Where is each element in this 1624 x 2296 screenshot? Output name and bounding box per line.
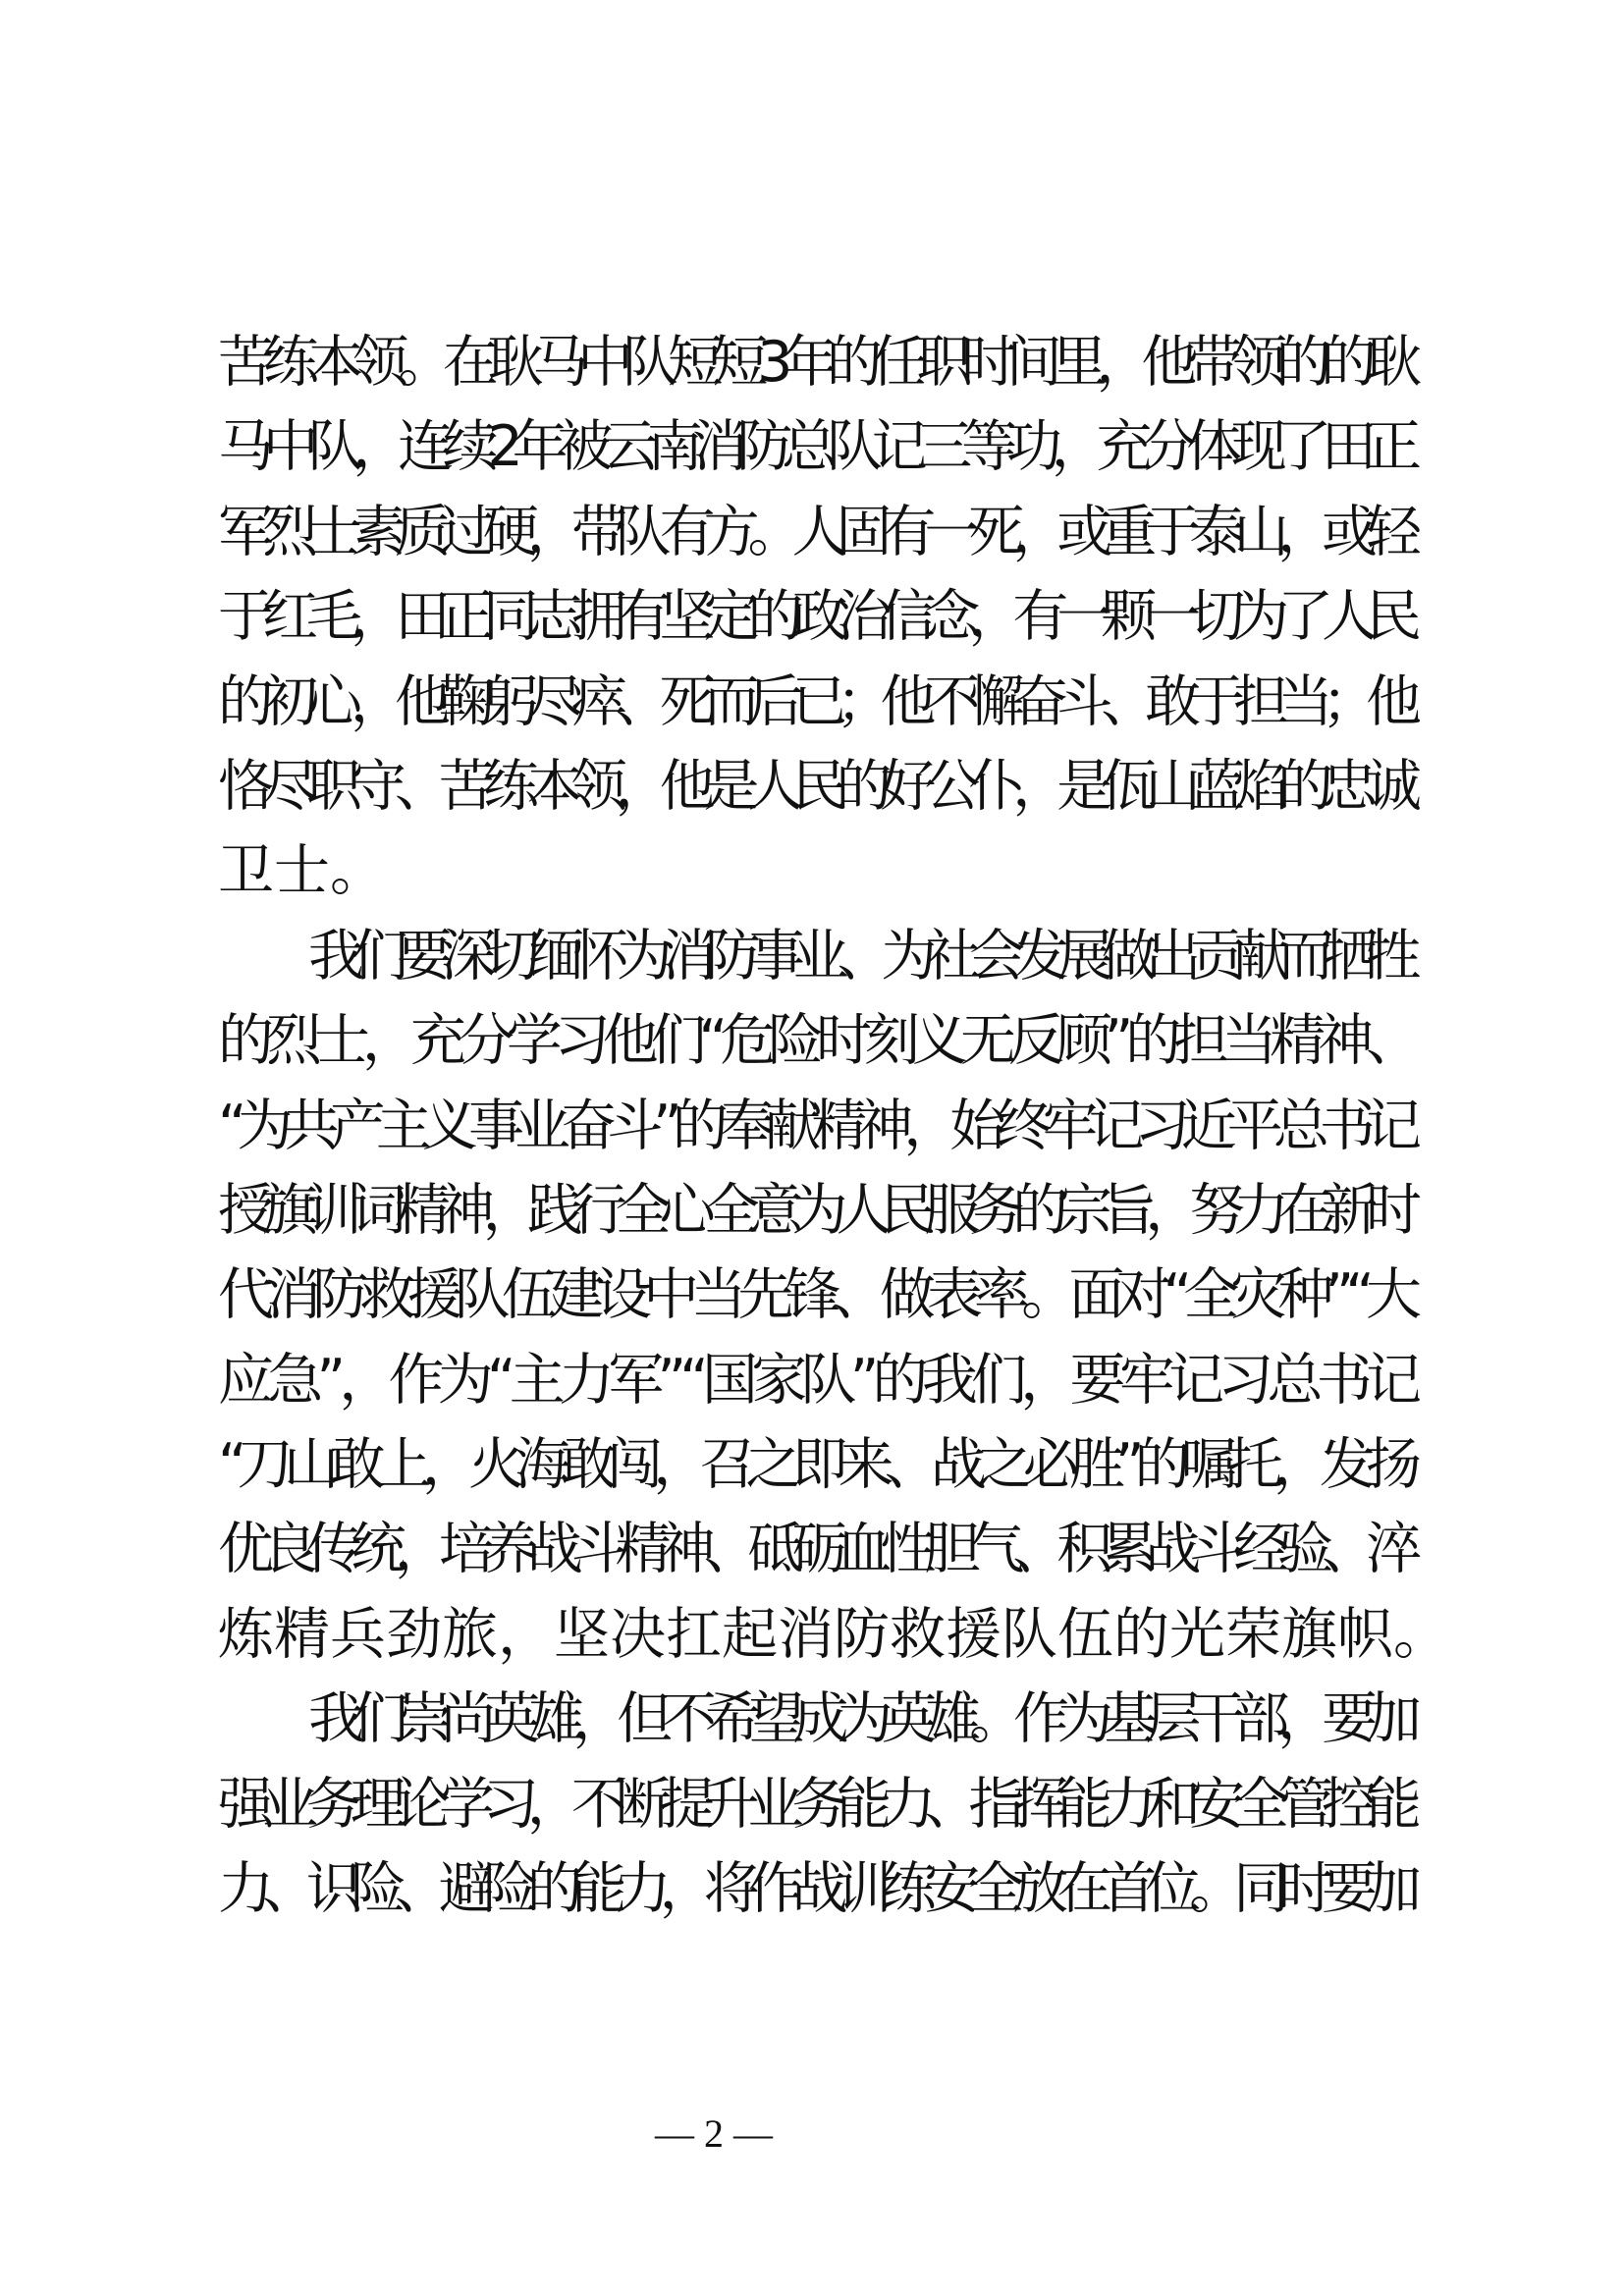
text-line: “为共产主义事业奋斗”的奉献精神，始终牢记习近平总书记: [218, 1093, 1413, 1158]
page-number: — 2 —: [655, 2111, 773, 2156]
text-line: 力、识险、避险的能力，将作战训练安全放在首位。同时要加: [218, 1856, 1410, 1922]
text-line: 卫士。: [218, 838, 386, 904]
text-line: 优良传统，培养战斗精神、砥砺血性胆气、积累战斗经验、淬: [218, 1517, 1410, 1582]
text-line: 马中队，连续2年被云南消防总队记三等功，充分体现了田正: [218, 414, 1411, 480]
text-line: 恪尽职守、苦练本领，他是人民的好公仆，是佤山蓝焰的忠诚: [218, 753, 1410, 819]
text-line: 授旗训词精神，践行全心全意为人民服务的宗旨，努力在新时: [218, 1177, 1410, 1243]
text-line: 于红毛，田正同志拥有坚定的政治信念，有一颗一切为了人民: [218, 584, 1410, 650]
text-line: 我们崇尚英雄，但不希望成为英雄。作为基层干部，要加: [308, 1686, 1410, 1752]
text-line: 我们要深切缅怀为消防事业、为社会发展做出贡献而牺牲: [308, 923, 1410, 988]
text-line: 代消防救援队伍建设中当先锋、做表率。面对“全灾种”“大: [218, 1262, 1414, 1328]
text-line: 强业务理论学习，不断提升业务能力、指挥能力和安全管控能: [218, 1771, 1410, 1837]
text-line: 炼精兵劲旅，坚决扛起消防救援队伍的光荣旗帜。: [218, 1601, 1449, 1667]
body-text: [218, 328, 1449, 1939]
text-line: “刀山敢上，火海敢闯，召之即来、战之必胜”的嘱托，发扬: [218, 1432, 1413, 1498]
text-line: 应急”，作为“主力军”“国家队”的我们，要牢记习总书记: [218, 1347, 1416, 1413]
text-line: 的初心，他鞠躬尽瘁、死而后已；他不懈奋斗、敢于担当；他: [218, 668, 1410, 734]
text-line: 苦练本领。在耿马中队短短3年的任职时间里，他带领的的耿: [218, 330, 1411, 395]
text-line: 的烈士，充分学习他们“危险时刻义无反顾”的担当精神、: [218, 1008, 1414, 1074]
text-line: 军烈士素质过硬，带队有方。人固有一死，或重于泰山，或轻: [218, 499, 1410, 564]
